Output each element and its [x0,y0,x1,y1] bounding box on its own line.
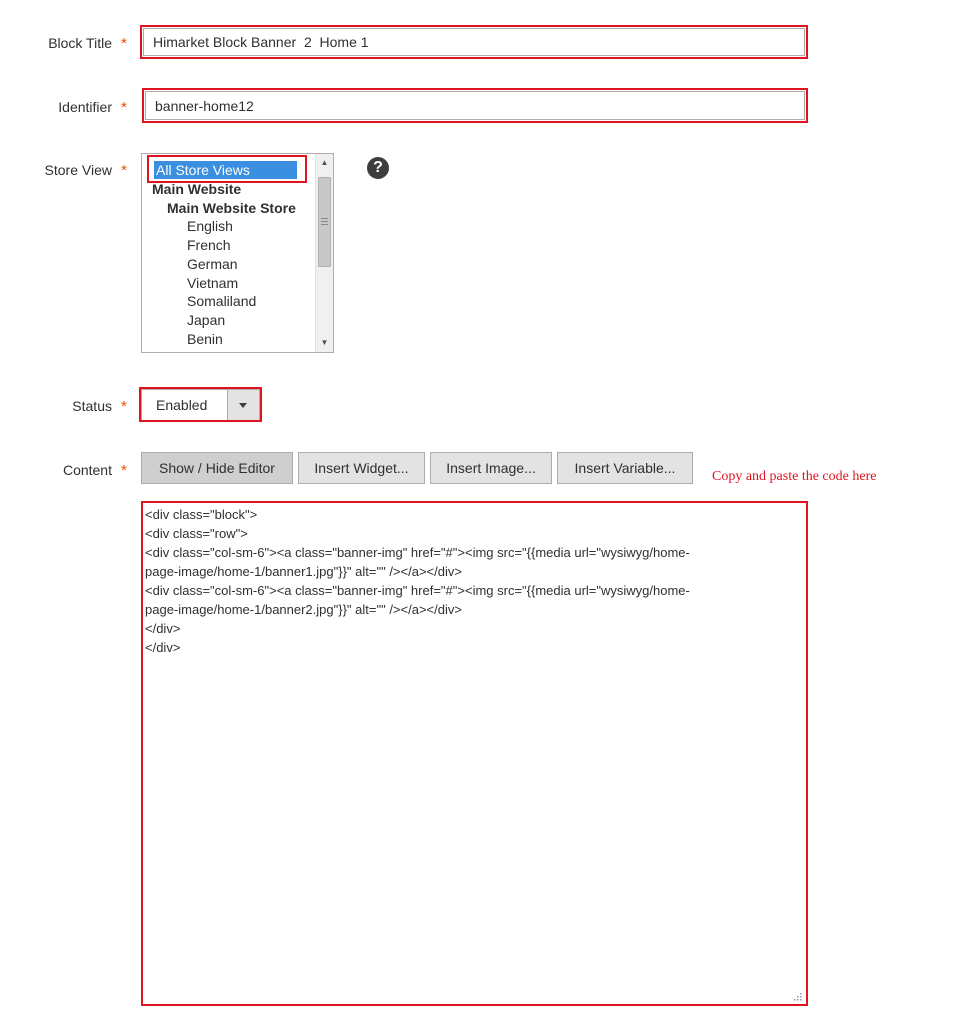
code-line: <div class="row"> [145,526,248,541]
content-editor-textarea[interactable] [141,501,808,1006]
block-title-input[interactable] [143,28,805,56]
show-hide-editor-button[interactable]: Show / Hide Editor [141,452,293,484]
store-option-japan[interactable]: Japan [187,312,226,328]
required-star: * [121,462,127,479]
scroll-up-arrow-icon[interactable]: ▲ [320,158,329,167]
store-view-multiselect[interactable] [141,153,334,353]
store-option-benin[interactable]: Benin [187,331,223,347]
block-title-label: Block Title [48,35,112,51]
scrollbar-thumb[interactable] [318,177,331,267]
resize-grip-icon[interactable] [793,992,802,1001]
insert-image-button[interactable]: Insert Image... [430,452,552,484]
code-line: </div> [145,621,181,636]
status-select-value: Enabled [156,397,208,413]
store-option-main-website[interactable]: Main Website [152,181,242,197]
status-highlight [139,387,262,422]
question-circle-icon[interactable]: ? [367,157,389,179]
code-line: <div class="block"> [145,507,258,522]
store-option-english[interactable]: English [187,218,233,234]
content-label: Content [62,462,112,478]
store-option-french[interactable]: French [187,237,231,253]
required-star: * [121,35,127,52]
scroll-down-arrow-icon[interactable]: ▼ [320,338,329,347]
store-view-scrollbar[interactable] [315,154,333,352]
code-line: </div> [145,640,181,655]
store-option-somaliland[interactable]: Somaliland [187,293,257,309]
code-line: page-image/home-1/banner1.jpg"}}" alt="" /></a></div> [145,564,462,579]
identifier-label: Identifier [58,99,112,115]
status-label: Status [72,398,112,414]
insert-widget-button[interactable]: Insert Widget... [298,452,425,484]
store-option-all-store-views[interactable]: All Store Views [154,161,297,179]
store-option-vietnam[interactable]: Vietnam [187,275,239,291]
required-star: * [121,398,127,415]
identifier-input[interactable] [145,91,805,120]
store-option-main-website-store[interactable]: Main Website Store [167,200,296,216]
store-view-highlight [147,155,307,183]
annotation-copy-paste: Copy and paste the code here [712,469,877,484]
insert-variable-button[interactable]: Insert Variable... [557,452,693,484]
required-star: * [121,99,127,116]
store-option-german[interactable]: German [187,256,238,272]
required-star: * [121,162,127,179]
code-line: page-image/home-1/banner2.jpg"}}" alt="" /></a></div> [145,602,462,617]
code-line: <div class="col-sm-6"><a class="banner-img" href="#"><img src="{{media url="wysiwyg/home- [145,545,690,560]
store-view-label: Store View [44,162,112,178]
code-line: <div class="col-sm-6"><a class="banner-img" href="#"><img src="{{media url="wysiwyg/home- [145,583,690,598]
